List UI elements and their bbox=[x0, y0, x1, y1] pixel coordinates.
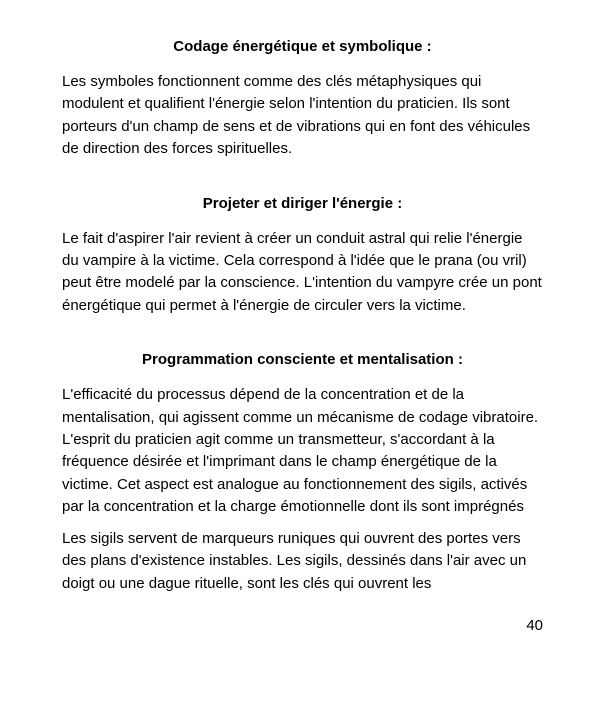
page-number: 40 bbox=[526, 616, 543, 634]
paragraph-projeter-1: Le fait d'aspirer l'air revient à créer un conduit astral qui relie l'énergie du vampire à la victime. Cela correspond à l'idée que le prana (ou vril) peut être modelé par la conscience. L'intention du vampyre crée un pont énergétique qui permet à l'énergie de circuler vers la victime. bbox=[62, 229, 542, 314]
section-heading-projeter: Projeter et diriger l'énergie : bbox=[202, 194, 403, 212]
paragraph-programmation-2: Les sigils servent de marqueurs runiques qui ouvrent des portes vers des plans d'existence instables. Les sigils, dessinés dans l'air avec un doigt ou une dague rituelle, sont les clés qui ouvrent les bbox=[62, 529, 527, 592]
paragraph-programmation-1: L'efficacité du processus dépend de la concentration et de la mentalisation, qui agissent comme un mécanisme de codage vibratoire. L'esprit du praticien agit comme un transmetteur, s'accordant à la fréquence désirée et l'imprimant dans le champ énergétique de la victime. Cet aspect est analogue au fonctionnement des sigils, activés par la concentration et la charge émotionnelle dont ils sont imprégnés bbox=[62, 386, 539, 516]
section-heading-programmation: Programmation consciente et mentalisation : bbox=[142, 351, 463, 369]
paragraph-codage-1: Les symboles fonctionnent comme des clés métaphysiques qui modulent et qualifient l'énergie selon l'intention du praticien. Ils sont porteurs d'un champ de sens et de vibrations qui en font des véhicules de direction des forces spirituelles. bbox=[62, 73, 531, 158]
section-heading-codage: Codage énergétique et symbolique : bbox=[173, 38, 432, 55]
